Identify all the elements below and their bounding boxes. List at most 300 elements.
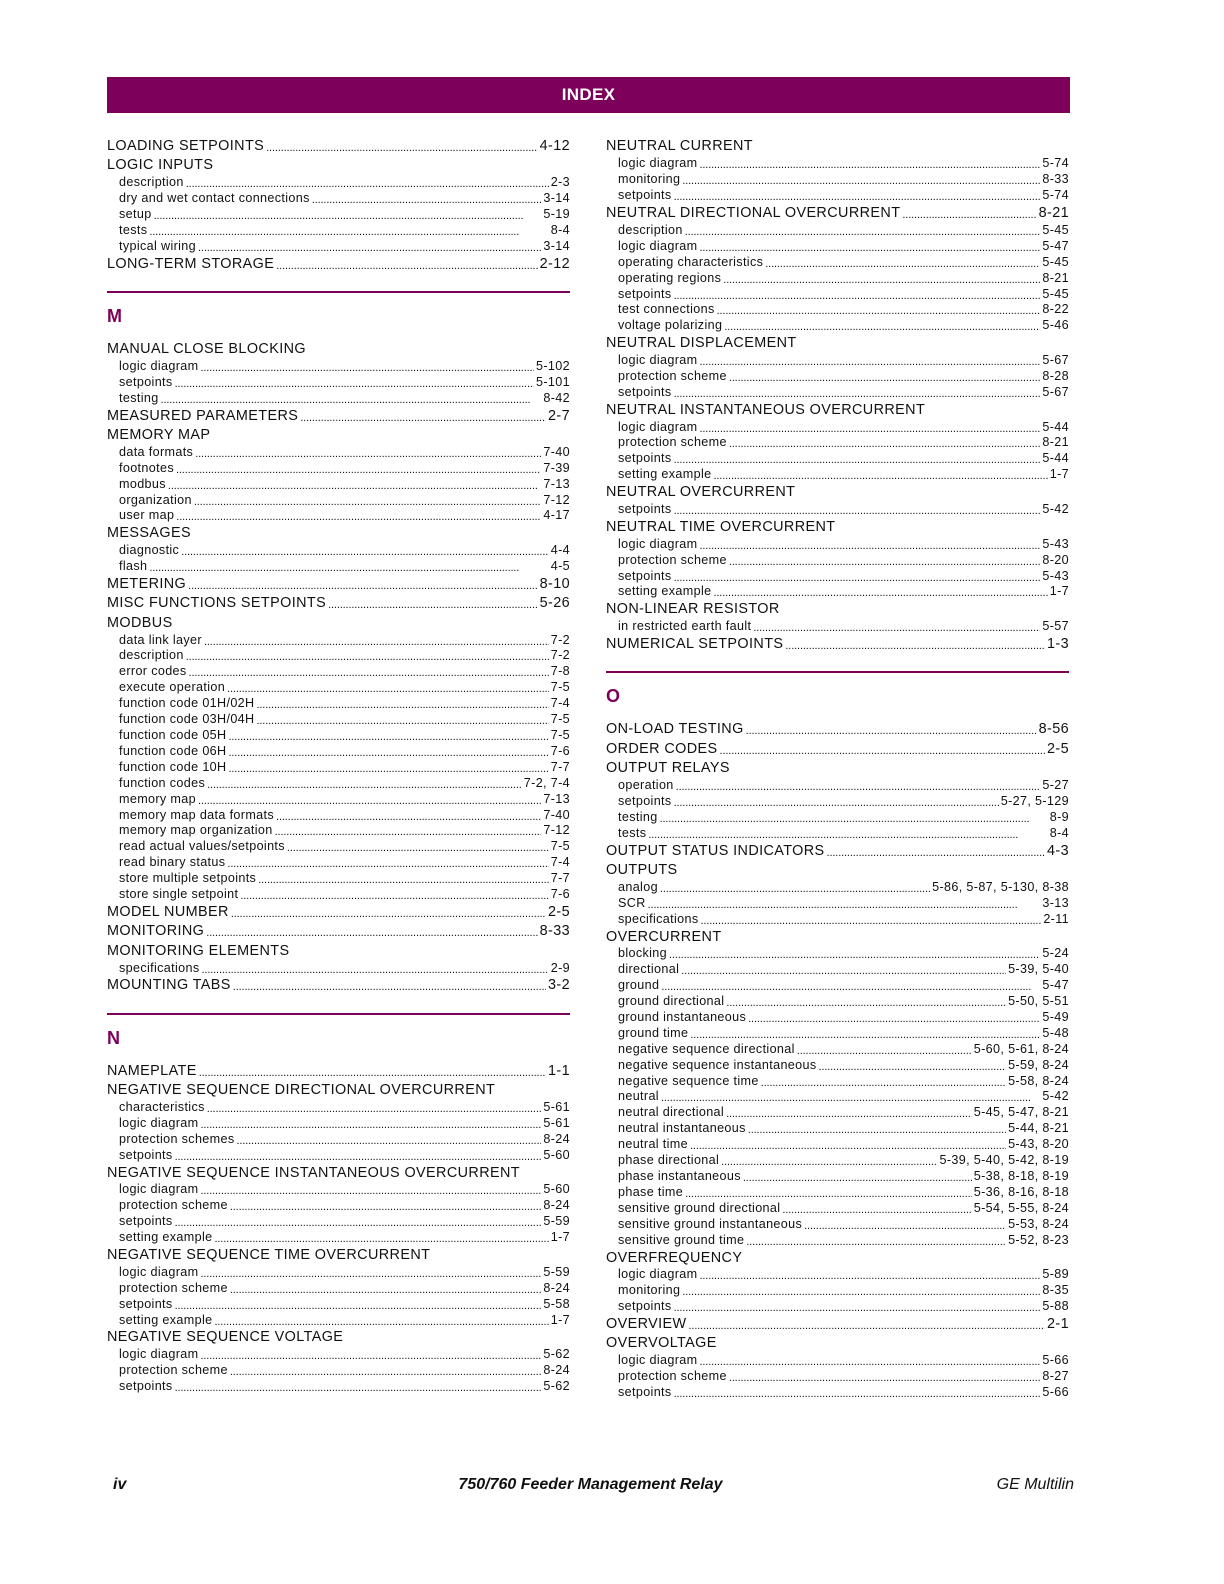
page-reference[interactable]: 7-6 <box>550 743 570 758</box>
page-reference[interactable]: 8-10 <box>539 575 570 592</box>
page-reference[interactable]: 1-3 <box>1047 636 1069 653</box>
page-reference[interactable]: 5-50, 5-51 <box>1008 994 1069 1009</box>
page-reference[interactable]: 5-60 <box>543 1147 570 1162</box>
page-reference[interactable]: 7-8 <box>550 664 570 679</box>
page-reference[interactable]: 5-57 <box>1042 619 1069 634</box>
entry-label: setting example <box>618 467 712 482</box>
page-reference[interactable]: 8-27 <box>1042 1369 1069 1384</box>
dot-leader <box>674 192 1041 205</box>
index-subentry <box>107 760 570 776</box>
dot-leader <box>194 497 542 510</box>
page-reference[interactable]: 5-53, 8-24 <box>1008 1216 1069 1231</box>
entry-label: logic diagram <box>119 358 199 373</box>
page-reference[interactable]: 7-5 <box>550 712 570 727</box>
page-reference[interactable]: 8-21 <box>1042 435 1069 450</box>
entry-label: setup <box>119 207 152 221</box>
dot-leader <box>256 716 548 729</box>
page-reference[interactable]: 8-28 <box>1042 368 1069 383</box>
index-subentry <box>606 794 1069 810</box>
page-reference[interactable]: 2-12 <box>539 255 570 272</box>
entry-label: OVERCURRENT <box>606 928 722 945</box>
index-subentry <box>606 946 1069 962</box>
entry-label: protection scheme <box>119 1198 228 1213</box>
page-reference[interactable]: 8-9 <box>1049 809 1069 824</box>
entry-label: neutral time <box>618 1137 688 1152</box>
page-reference[interactable]: 1-7 <box>550 1230 570 1245</box>
entry-label: operation <box>618 777 674 792</box>
index-subentry <box>606 553 1069 569</box>
entry-label: NEGATIVE SEQUENCE INSTANTANEOUS OVERCURRENT <box>107 1164 520 1181</box>
page-reference[interactable]: 5-62 <box>543 1347 570 1362</box>
page-reference[interactable]: 8-24 <box>543 1363 570 1378</box>
dot-leader <box>819 1062 1007 1075</box>
page-reference[interactable]: 2-1 <box>1047 1316 1069 1333</box>
page-reference[interactable]: 7-7 <box>550 759 570 774</box>
dot-leader <box>204 637 549 650</box>
page-reference[interactable]: 5-26 <box>539 595 570 612</box>
index-entry <box>606 518 1069 537</box>
dot-leader <box>729 373 1041 386</box>
page-reference[interactable]: 5-47 <box>1042 978 1069 993</box>
index-subentry <box>107 1182 570 1198</box>
index-subentry <box>107 808 570 824</box>
section-letter: M <box>107 306 122 327</box>
page-reference[interactable]: 1-1 <box>548 1062 570 1079</box>
page-reference[interactable]: 4-12 <box>539 138 570 154</box>
dot-leader <box>230 1367 542 1380</box>
page-reference[interactable]: 5-60 <box>543 1182 570 1197</box>
index-entry <box>107 1164 570 1183</box>
entry-label: setpoints <box>618 1385 672 1400</box>
page-reference[interactable]: 2-5 <box>1047 740 1069 757</box>
entry-label: voltage polarizing <box>618 318 723 333</box>
index-subentry <box>107 559 570 575</box>
dot-leader <box>674 389 1041 402</box>
page-reference[interactable]: 1-7 <box>550 1312 570 1327</box>
page-reference[interactable]: 5-36, 8-16, 8-18 <box>973 1184 1069 1199</box>
dot-leader <box>258 875 549 888</box>
index-subentry <box>606 385 1069 401</box>
page-reference[interactable]: 5-88 <box>1042 1299 1069 1314</box>
dot-leader <box>175 1383 542 1396</box>
entry-label: neutral instantaneous <box>618 1121 746 1136</box>
entry-label: diagnostic <box>119 543 180 558</box>
page-reference[interactable]: 5-46 <box>1042 318 1069 333</box>
entry-label: MESSAGES <box>107 525 191 542</box>
dot-leader <box>682 1287 1040 1300</box>
dot-leader <box>233 982 546 996</box>
index-subentry <box>606 172 1069 188</box>
dot-leader <box>168 481 541 494</box>
index-subentry <box>606 912 1069 928</box>
entry-label: NEGATIVE SEQUENCE TIME OVERCURRENT <box>107 1247 431 1264</box>
dot-leader <box>175 1152 542 1165</box>
page-reference[interactable]: 8-24 <box>543 1131 570 1146</box>
dot-leader <box>699 541 1040 554</box>
index-subentry <box>606 223 1069 239</box>
page-reference[interactable]: 5-42 <box>1042 1089 1069 1104</box>
index-subentry <box>606 1267 1069 1283</box>
index-subentry <box>107 1116 570 1132</box>
entry-label: setpoints <box>119 1147 173 1162</box>
entry-label: sensitive ground instantaneous <box>618 1216 803 1231</box>
entry-label: function code 06H <box>119 743 227 758</box>
page-reference[interactable]: 5-45 <box>1042 254 1069 269</box>
index-subentry <box>606 1283 1069 1299</box>
page-reference[interactable]: 2-11 <box>1043 911 1069 926</box>
page-reference[interactable]: 7-39 <box>543 460 570 475</box>
dot-leader <box>661 982 1040 995</box>
page-reference[interactable]: 5-58 <box>543 1296 570 1311</box>
dot-leader <box>797 1046 972 1059</box>
index-subentry <box>606 1153 1069 1169</box>
entry-label: logic diagram <box>618 238 698 253</box>
index-subentry <box>107 1347 570 1363</box>
dot-leader <box>713 588 1047 601</box>
page-reference[interactable]: 7-12 <box>543 823 570 838</box>
dot-leader <box>701 916 1042 929</box>
page-footer <box>107 1476 1074 1498</box>
page-reference[interactable]: 5-44 <box>1042 419 1069 434</box>
index-subentry <box>107 207 570 223</box>
page-reference[interactable]: 7-13 <box>543 476 570 491</box>
index-column-left <box>107 137 570 1395</box>
page-reference[interactable]: 5-43 <box>1042 568 1069 583</box>
dot-leader <box>230 1285 542 1298</box>
entry-label: monitoring <box>618 171 681 186</box>
footer-product-title: 750/760 Feeder Management Relay <box>458 1476 723 1493</box>
entry-label: sensitive ground directional <box>618 1200 781 1215</box>
index-entry <box>107 903 570 922</box>
dot-leader <box>276 812 541 825</box>
entry-label: setting example <box>119 1312 213 1327</box>
page-reference[interactable]: 7-2 <box>550 632 570 647</box>
dot-leader <box>726 998 1006 1011</box>
entry-label: NEUTRAL INSTANTANEOUS OVERCURRENT <box>606 401 926 418</box>
index-entry <box>606 1249 1069 1268</box>
index-subentry <box>606 994 1069 1010</box>
page-reference[interactable]: 7-6 <box>550 887 570 902</box>
dot-leader <box>228 748 548 761</box>
dot-leader <box>676 782 1041 795</box>
entry-label: characteristics <box>119 1100 205 1114</box>
page-reference[interactable]: 8-35 <box>1042 1283 1069 1298</box>
index-entry <box>606 1334 1069 1353</box>
entry-label: protection scheme <box>119 1363 228 1378</box>
letter-section <box>107 1013 570 1395</box>
entry-label: data link layer <box>119 632 202 647</box>
page-reference[interactable]: 7-40 <box>543 444 570 459</box>
index-subentry <box>107 648 570 664</box>
entry-label: OVERVIEW <box>606 1316 687 1333</box>
dot-leader <box>721 1157 937 1170</box>
page-reference[interactable]: 8-24 <box>543 1280 570 1295</box>
page-reference[interactable]: 5-86, 5-87, 5-130, 8-38 <box>932 879 1069 894</box>
index-entry <box>107 1328 570 1347</box>
entry-label: setpoints <box>119 1214 173 1229</box>
dot-leader <box>685 227 1041 240</box>
page-reference[interactable]: 5-59 <box>543 1264 570 1279</box>
page-reference[interactable]: 5-44 <box>1042 451 1069 466</box>
index-subentry <box>107 680 570 696</box>
dot-leader <box>660 884 930 897</box>
page-reference[interactable]: 4-17 <box>543 508 570 523</box>
page-reference[interactable]: 7-12 <box>543 492 570 507</box>
index-subentry <box>606 255 1069 271</box>
page-reference[interactable]: 4-3 <box>1047 842 1069 859</box>
page-reference[interactable]: 3-13 <box>1042 895 1069 910</box>
page-reference[interactable]: 4-4 <box>550 543 570 558</box>
entry-label: tests <box>618 825 647 840</box>
dot-leader <box>207 780 522 793</box>
index-subentry <box>107 493 570 509</box>
page-reference[interactable]: 5-67 <box>1042 353 1069 368</box>
page-reference[interactable]: 8-22 <box>1042 302 1069 317</box>
page-reference[interactable]: 7-7 <box>550 871 570 886</box>
page-reference[interactable]: 7-5 <box>550 680 570 695</box>
entry-label: ground directional <box>618 994 725 1009</box>
index-subentry <box>107 839 570 855</box>
dot-leader <box>206 928 537 942</box>
entry-label: testing <box>618 809 658 824</box>
index-entry <box>107 1062 570 1081</box>
page-reference[interactable]: 5-89 <box>1042 1267 1069 1282</box>
entry-label: modbus <box>119 476 166 491</box>
index-entry <box>107 255 570 274</box>
index-entry <box>606 928 1069 947</box>
page-reference[interactable]: 8-20 <box>1042 552 1069 567</box>
page-reference[interactable]: 1-7 <box>1049 584 1069 599</box>
index-subentry <box>606 302 1069 318</box>
page-reference[interactable]: 7-13 <box>543 791 570 806</box>
page-reference[interactable]: 5-102 <box>536 358 570 373</box>
page-reference[interactable]: 8-4 <box>550 222 570 237</box>
index-subentry <box>606 537 1069 553</box>
entry-label: store multiple setpoints <box>119 871 257 886</box>
page-reference[interactable]: 5-61 <box>543 1100 570 1114</box>
page-reference[interactable]: 8-33 <box>1042 171 1069 186</box>
entry-label: logic diagram <box>119 1115 199 1130</box>
page-reference[interactable]: 7-40 <box>543 807 570 822</box>
index-entry <box>606 635 1069 654</box>
index-entry <box>107 407 570 426</box>
dot-leader <box>188 581 537 595</box>
entry-label: logic diagram <box>618 419 698 434</box>
index-subentry <box>606 810 1069 826</box>
page-reference[interactable]: 8-33 <box>539 923 570 940</box>
dot-leader <box>753 623 1040 636</box>
entry-label: organization <box>119 492 192 507</box>
entry-label: flash <box>119 559 148 574</box>
dot-leader <box>720 746 1045 760</box>
page-reference[interactable]: 8-42 <box>543 390 570 405</box>
entry-label: test connections <box>618 302 715 317</box>
entry-label: function code 01H/02H <box>119 696 255 711</box>
page-reference[interactable]: 8-21 <box>1042 270 1069 285</box>
index-subentry <box>606 353 1069 369</box>
dot-leader <box>276 261 537 275</box>
entry-label: setpoints <box>618 451 672 466</box>
page-reference[interactable]: 3-2 <box>548 977 570 994</box>
entry-label: protection scheme <box>618 1369 727 1384</box>
entry-label: logic diagram <box>618 155 698 170</box>
index-entry <box>107 524 570 543</box>
index-entry <box>606 204 1069 223</box>
entry-label: setpoints <box>618 568 672 583</box>
page-reference[interactable]: 5-45 <box>1042 222 1069 237</box>
section-divider <box>107 1013 570 1015</box>
page-reference[interactable]: 7-2 <box>550 648 570 663</box>
letter-section <box>107 291 570 996</box>
dot-leader <box>189 668 549 681</box>
page-reference[interactable]: 5-66 <box>1042 1385 1069 1400</box>
page-reference[interactable]: 7-4 <box>550 855 570 870</box>
page-reference[interactable]: 5-58, 8-24 <box>1008 1073 1069 1088</box>
index-subentry <box>606 1385 1069 1401</box>
dot-leader <box>674 455 1041 468</box>
page-reference[interactable]: 5-49 <box>1042 1009 1069 1024</box>
entry-label: monitoring <box>618 1283 681 1298</box>
page-reference[interactable]: 5-67 <box>1042 384 1069 399</box>
page-reference[interactable]: 8-4 <box>1049 825 1069 840</box>
dot-leader <box>785 641 1045 655</box>
entry-label: NEUTRAL DIRECTIONAL OVERCURRENT <box>606 204 901 221</box>
page-reference[interactable]: 2-3 <box>550 175 570 190</box>
entry-label: NEUTRAL CURRENT <box>606 138 753 154</box>
page-reference[interactable]: 3-14 <box>543 238 570 253</box>
entry-label: phase directional <box>618 1153 720 1168</box>
page-reference[interactable]: 5-38, 8-18, 8-19 <box>973 1169 1069 1183</box>
page-reference[interactable]: 5-44, 8-21 <box>1008 1121 1069 1136</box>
index-subentry <box>107 1363 570 1379</box>
page-reference[interactable]: 5-61 <box>543 1115 570 1130</box>
index-entry <box>107 922 570 941</box>
entry-label: setpoints <box>618 501 672 516</box>
page-reference[interactable]: 5-27 <box>1042 777 1069 792</box>
index-subentry <box>107 961 570 977</box>
dot-leader <box>674 573 1041 586</box>
page-reference[interactable]: 5-45, 5-47, 8-21 <box>973 1105 1069 1120</box>
dot-leader <box>699 424 1040 437</box>
dot-leader <box>202 965 549 978</box>
page-reference[interactable]: 8-21 <box>1038 204 1069 221</box>
index-column-right <box>606 137 1069 1401</box>
dot-leader <box>195 449 541 462</box>
index-subentry <box>107 1132 570 1148</box>
dot-leader <box>674 291 1041 304</box>
page-reference[interactable]: 4-5 <box>550 559 570 574</box>
page-reference[interactable]: 7-2, 7-4 <box>523 775 570 790</box>
page-reference[interactable]: 7-5 <box>550 727 570 742</box>
page-reference[interactable]: 5-43 <box>1042 536 1069 551</box>
page-reference[interactable]: 5-62 <box>543 1379 570 1394</box>
index-subentry <box>606 1369 1069 1385</box>
index-entry <box>107 976 570 995</box>
index-subentry <box>107 696 570 712</box>
section-divider <box>606 671 1069 673</box>
index-subentry <box>107 792 570 808</box>
index-subentry <box>606 420 1069 436</box>
dot-leader <box>761 1078 1006 1091</box>
page-reference[interactable]: 1-7 <box>1049 467 1069 482</box>
index-subentry <box>606 1233 1069 1249</box>
index-subentry <box>606 962 1069 978</box>
page-reference[interactable]: 5-39, 5-40 <box>1008 962 1069 977</box>
dot-leader <box>149 227 548 240</box>
dot-leader <box>328 600 538 614</box>
page-reference[interactable]: 2-9 <box>550 960 570 975</box>
index-entry <box>107 156 570 175</box>
page-reference[interactable]: 5-66 <box>1042 1353 1069 1368</box>
page-reference[interactable]: 5-48 <box>1042 1025 1069 1040</box>
footer-company: GE Multilin <box>996 1476 1074 1493</box>
page-reference[interactable]: 5-43, 8-20 <box>1008 1137 1069 1152</box>
index-subentry <box>606 826 1069 842</box>
entry-label: MANUAL CLOSE BLOCKING <box>107 341 306 358</box>
index-entry <box>107 137 570 156</box>
entry-label: dry and wet contact connections <box>119 191 310 206</box>
page-reference[interactable]: 5-59, 8-24 <box>1008 1057 1069 1072</box>
page-reference[interactable]: 5-42 <box>1042 501 1069 516</box>
page-reference[interactable]: 5-27, 5-129 <box>1000 793 1069 808</box>
dot-leader <box>674 798 999 811</box>
page-reference[interactable]: 5-54, 5-55, 8-24 <box>973 1200 1069 1215</box>
dot-leader <box>804 1221 1006 1234</box>
page-reference[interactable]: 5-101 <box>536 374 570 389</box>
entry-label: setpoints <box>618 1299 672 1314</box>
page-reference[interactable]: 2-5 <box>548 903 570 920</box>
index-entry <box>107 614 570 633</box>
dot-leader <box>648 900 1041 913</box>
page-reference[interactable]: 2-7 <box>548 407 570 424</box>
page-reference[interactable]: 7-5 <box>550 839 570 854</box>
page-reference[interactable]: 8-56 <box>1038 721 1069 738</box>
dot-leader <box>154 211 542 224</box>
entry-label: setpoints <box>119 374 173 389</box>
page-reference[interactable]: 5-59 <box>543 1214 570 1229</box>
page-reference[interactable]: 5-52, 8-23 <box>1008 1232 1069 1247</box>
page-reference[interactable]: 5-74 <box>1042 155 1069 170</box>
index-subentry <box>107 1230 570 1246</box>
dot-leader <box>681 966 1006 979</box>
page-reference[interactable]: 5-24 <box>1042 946 1069 961</box>
dot-leader <box>699 243 1040 256</box>
index-entry <box>606 401 1069 420</box>
page-reference[interactable]: 5-39, 5-40, 5-42, 8-19 <box>939 1153 1069 1168</box>
index-subentry <box>606 584 1069 600</box>
entry-label: NEUTRAL OVERCURRENT <box>606 484 796 501</box>
page-reference[interactable]: 8-24 <box>543 1198 570 1213</box>
dot-leader <box>699 160 1040 173</box>
index-subentry <box>606 619 1069 635</box>
page-reference[interactable]: 5-74 <box>1042 187 1069 202</box>
page-reference[interactable]: 5-47 <box>1042 238 1069 253</box>
dot-leader <box>713 471 1047 484</box>
dot-leader <box>690 1030 1040 1043</box>
dot-leader <box>227 859 548 872</box>
page-reference[interactable]: 5-45 <box>1042 286 1069 301</box>
dot-leader <box>200 1186 541 1199</box>
index-subentry <box>606 287 1069 303</box>
entry-label: logic diagram <box>618 1267 698 1282</box>
entry-label: description <box>618 222 683 237</box>
entry-label: ORDER CODES <box>606 740 718 757</box>
page-reference[interactable]: 5-60, 5-61, 8-24 <box>973 1041 1069 1056</box>
page-reference[interactable]: 3-14 <box>543 191 570 206</box>
page-reference[interactable]: 5-19 <box>543 207 570 221</box>
index-subentry <box>107 223 570 239</box>
page-reference[interactable]: 7-4 <box>550 696 570 711</box>
